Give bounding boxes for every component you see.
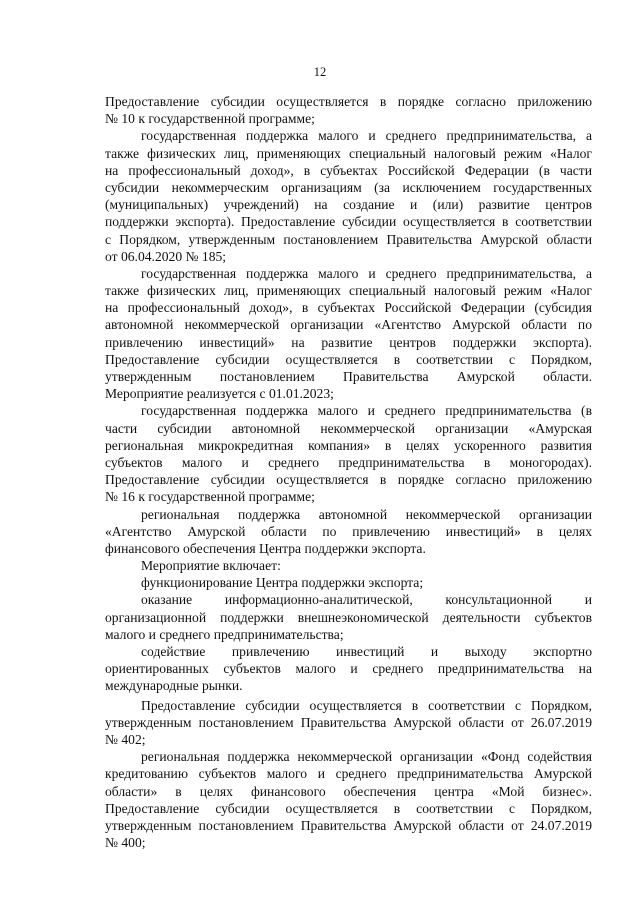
text-line: Мероприятие включает: — [141, 558, 281, 574]
paragraph — [105, 265, 592, 403]
text-line: субсидии некоммерческим организациям (за исключением государственных — [105, 179, 592, 195]
text-line: № 10 к государственной программе; — [105, 111, 315, 127]
text-line: утвержденным постановлением Правительства Амурской области. — [105, 369, 592, 384]
text-line: утвержденным постановлением Правительства Амурской области от 26.07.2019 — [105, 714, 592, 730]
text-line: Предоставление субсидии осуществляется в соответствии с Порядком, — [105, 351, 592, 367]
text-line: оказание информационно-аналитической, консультационной и — [141, 592, 592, 608]
text-line: функционирование Центра поддержки экспорта; — [141, 575, 424, 591]
text-line: также физических лиц, применяющих специальный налоговый режим «Налог — [105, 145, 592, 161]
text-line: поддержки экспорта). Предоставление субсидии осуществляется в соответствии — [105, 214, 592, 230]
document-body — [105, 93, 592, 851]
paragraph — [105, 643, 592, 695]
text-line: № 16 к государственной программе; — [105, 489, 315, 505]
text-line: содействие привлечению инвестиций и выходу экспортно — [141, 644, 592, 659]
paragraph — [105, 748, 592, 851]
text-line: государственная поддержка малого и среднего предпринимательства, а — [141, 265, 592, 281]
text-line: (муниципальных) учреждений) на создание и (или) развитие центров — [105, 197, 592, 213]
paragraph — [105, 574, 592, 591]
text-line: государственная поддержка малого и среднего предпринимательства (в — [141, 403, 592, 419]
text-line: региональная поддержка некоммерческой организации «Фонд содействия — [141, 749, 592, 765]
text-line: государственная поддержка малого и среднего предпринимательства, а — [141, 128, 592, 144]
text-line: № 400; — [105, 835, 146, 851]
text-line: субъектов малого и среднего предпринимательства в моногородах). — [105, 454, 592, 470]
paragraph — [105, 402, 592, 505]
paragraph — [105, 697, 592, 749]
text-line: международные рынки. — [105, 678, 243, 694]
paragraph — [105, 591, 592, 643]
paragraph — [105, 506, 592, 558]
text-line: от 06.04.2020 № 185; — [105, 248, 227, 264]
text-line: также физических лиц, применяющих специальный налоговый режим «Налог — [105, 283, 592, 299]
text-line: на профессиональный доход», в субъектах Российской Федерации (субсидия — [105, 300, 592, 316]
text-line: «Агентство Амурской области по привлечению инвестиций» в целях — [105, 523, 592, 539]
text-line: Предоставление субсидии осуществляется в соответствии с Порядком, — [141, 697, 592, 713]
text-line: автономной некоммерческой организации «Агентство Амурской области по — [105, 317, 592, 333]
text-line: региональная поддержка автономной некоммерческой организации — [141, 506, 592, 522]
text-line: кредитованию субъектов малого и среднего предпринимательства Амурской — [105, 766, 592, 782]
text-line: малого и среднего предпринимательства; — [105, 626, 344, 642]
text-line: Предоставление субсидии осуществляется в соответствии с Порядком, — [105, 800, 592, 816]
text-line: региональная микрокредитная компания» в целях ускоренного развития — [105, 437, 592, 453]
page-number: 12 — [313, 65, 327, 79]
text-line: привлечению инвестиций» на развитие центров поддержки экспорта). — [105, 334, 592, 350]
text-line: организационной поддержки внешнеэкономической деятельности субъектов — [105, 609, 592, 625]
paragraph — [105, 93, 592, 127]
text-line: области» в целях финансового обеспечения центра «Мой бизнес». — [105, 783, 592, 799]
text-line: ориентированных субъектов малого и среднего предпринимательства на — [105, 661, 592, 677]
text-line: утвержденным постановлением Правительства Амурской области от 24.07.2019 — [105, 817, 592, 833]
text-line: с Порядком, утвержденным постановлением Правительства Амурской области — [105, 231, 592, 247]
paragraph — [105, 127, 592, 265]
text-line: № 402; — [105, 731, 146, 747]
text-line: Предоставление субсидии осуществляется в порядке согласно приложению — [105, 94, 592, 109]
text-line: части субсидии автономной некоммерческой организации «Амурская — [105, 420, 592, 436]
text-line: на профессиональный доход», в субъектах Российской Федерации (в части — [105, 162, 592, 178]
text-line: Мероприятие реализуется с 01.01.2023; — [105, 386, 334, 402]
paragraph — [105, 557, 592, 574]
text-line: Предоставление субсидии осуществляется в порядке согласно приложению — [105, 472, 592, 488]
text-line: финансового обеспечения Центра поддержки экспорта. — [105, 540, 426, 556]
